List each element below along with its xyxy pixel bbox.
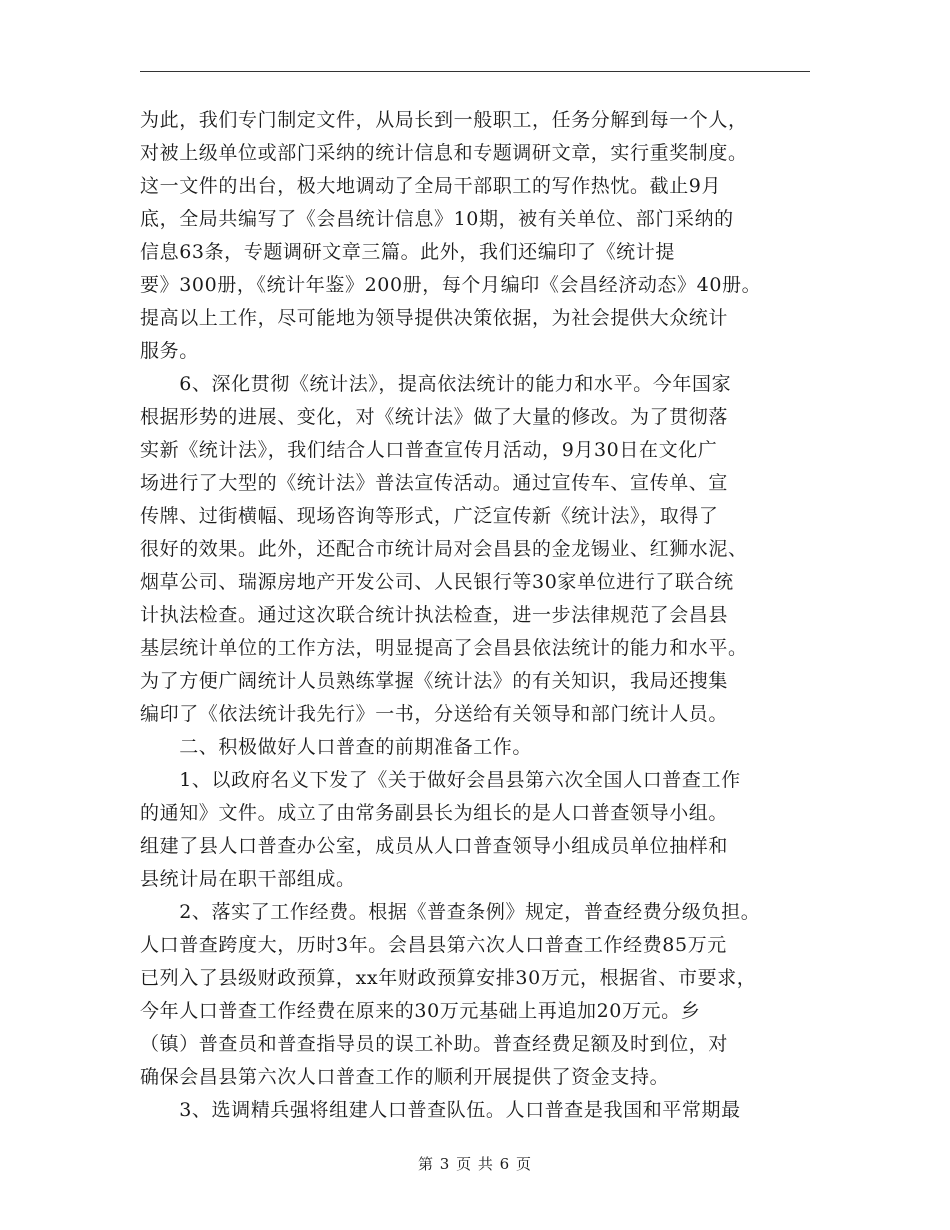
text-line: 今年人口普查工作经费在原来的30万元基础上再追加20万元。乡 — [140, 1000, 701, 1022]
text-line: 1、以政府名义下发了《关于做好会昌县第六次全国人口普查工作 — [140, 769, 741, 791]
text-line: 对被上级单位或部门采纳的统计信息和专题调研文章，实行重奖制度。 — [140, 142, 748, 164]
text-line: 为此，我们专门制定文件，从局长到一般职工，任务分解到每一个人， — [140, 109, 748, 131]
text-line: 县统计局在职干部组成。 — [140, 868, 356, 890]
header-rule — [140, 71, 810, 72]
text-line: 很好的效果。此外，还配合市统计局对会昌县的金龙锡业、红狮水泥、 — [140, 538, 748, 560]
text-line: 计执法检查。通过这次联合统计执法检查，进一步法律规范了会昌县 — [140, 604, 729, 626]
text-line: 确保会昌县第六次人口普查工作的顺利开展提供了资金支持。 — [140, 1066, 670, 1088]
page-number: 第 3 页 共 6 页 — [418, 1155, 532, 1173]
text-line: 烟草公司、瑞源房地产开发公司、人民银行等30家单位进行了联合统 — [140, 571, 734, 593]
text-line: 组建了县人口普查办公室，成员从人口普查领导小组成员单位抽样和 — [140, 835, 729, 857]
text-line: 为了方便广阔统计人员熟练掌握《统计法》的有关知识，我局还搜集 — [140, 670, 729, 692]
text-line: 编印了《依法统计我先行》一书，分送给有关领导和部门统计人员。 — [140, 703, 729, 725]
text-line: 要》300册，《统计年鉴》200册，每个月编印《会昌经济动态》40册。 — [140, 274, 762, 296]
text-line: 二、积极做好人口普查的前期准备工作。 — [140, 736, 533, 758]
text-line: 提高以上工作，尽可能地为领导提供决策依据，为社会提供大众统计 — [140, 307, 729, 329]
text-line: 的通知》文件。成立了由常务副县长为组长的是人口普查领导小组。 — [140, 802, 729, 824]
text-line: 场进行了大型的《统计法》普法宣传活动。通过宣传车、宣传单、宣 — [140, 472, 729, 494]
text-line: 这一文件的出台，极大地调动了全局干部职工的写作热忱。截止9月 — [140, 175, 722, 197]
text-line: 信息63条，专题调研文章三篇。此外，我们还编印了《统计提 — [140, 241, 675, 263]
text-line: 基层统计单位的工作方法，明显提高了会昌县依法统计的能力和水平。 — [140, 637, 748, 659]
text-line: 实新《统计法》，我们结合人口普查宣传月活动，9月30日在文化广 — [140, 439, 718, 461]
text-line: 已列入了县级财政预算，xx年财政预算安排30万元，根据省、市要求， — [140, 967, 757, 989]
text-line: 6、深化贯彻《统计法》，提高依法统计的能力和水平。今年国家 — [140, 373, 732, 395]
body-text — [140, 104, 830, 1127]
text-line: 2、落实了工作经费。根据《普查条例》规定，普查经费分级负担。 — [140, 901, 761, 923]
text-line: 3、选调精兵强将组建人口普查队伍。人口普查是我国和平常期最 — [140, 1099, 741, 1121]
text-line: 人口普查跨度大，历时3年。会昌县第六次人口普查工作经费85万元 — [140, 934, 727, 956]
text-line: 底，全局共编写了《会昌统计信息》10期，被有关单位、部门采纳的 — [140, 208, 734, 230]
text-line: 根据形势的进展、变化，对《统计法》做了大量的修改。为了贯彻落 — [140, 406, 729, 428]
text-line: 传牌、过街横幅、现场咨询等形式，广泛宣传新《统计法》，取得了 — [140, 505, 719, 527]
text-line: 服务。 — [140, 340, 199, 362]
text-line: （镇）普查员和普查指导员的误工补助。普查经费足额及时到位，对 — [140, 1033, 729, 1055]
